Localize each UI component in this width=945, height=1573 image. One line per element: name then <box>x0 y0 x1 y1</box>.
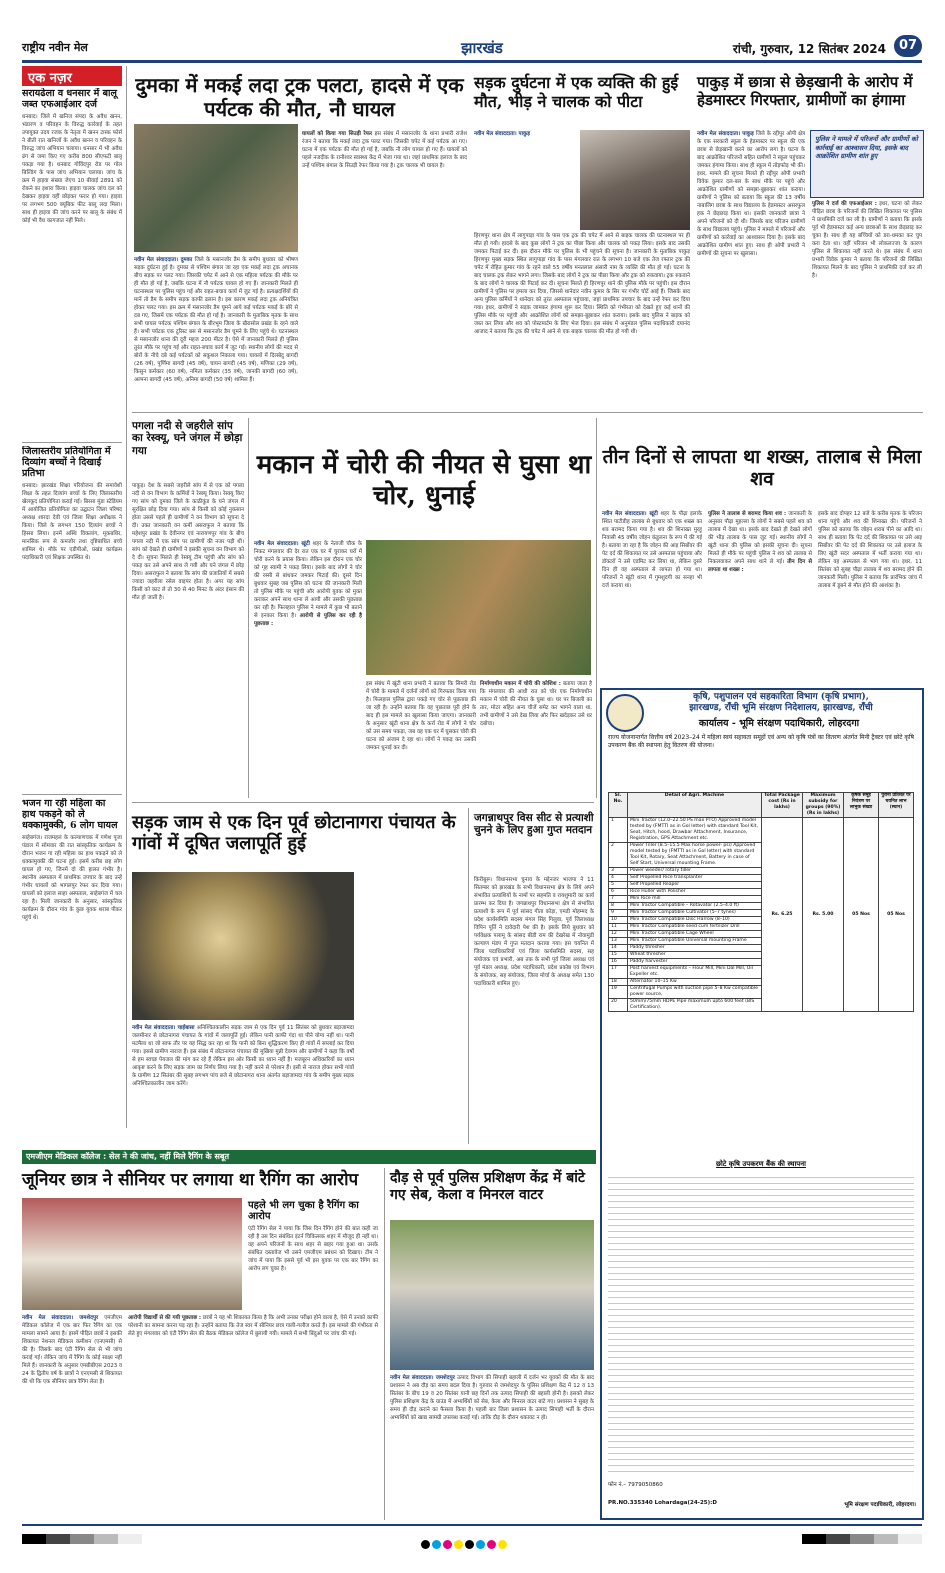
ragging-sidebar-text: एंटी रैगिंग सेल ने पाया कि जिस दिन रैगिंग होने की बात कही जा रही है उस दिन संबंधित इंटर्न चिकित्सक शहर में मौजूद ही नहीं था। वह अपने परिजनों के साथ शहर से बाहर गया हुआ था। उसके संबंधित दस्तावेज भी उसने एमजीएम प्रबंधन को दिखाए। टीम ने जांच में पाया कि इससे पूर्व भी इस युवक पर एक बार रैगिंग का आरोप लग चुका है। <box>248 1226 378 1272</box>
registration-swatch <box>432 1540 441 1549</box>
byline: नवीन मेल संवाददाता। पाकुड़ <box>474 131 531 137</box>
machine-name: Mini Tractor Compatible Disc Harrow (8–10) <box>628 917 762 924</box>
machine-name: Alternator 10–15 Kw <box>628 979 762 986</box>
machine-name: Mini Tractor (12.0–22.50 PS max PTO) Approved model tested by (FMTTI as in Gol letter) with standard Tool Kit, Seat, Hitch, hood, Drawbar Attachment, Insurance, Registration, GPS Attachment etc. <box>628 818 762 843</box>
story-text: जिले के मसानजोर डैम के समीप बुधवार को भीषण सड़क दुर्घटना हुई है। दुमका से पश्चिम बंगाल जा रहा एक मकई लदा ट्रक अचानक बीच सड़क पर पलट गया। जिसकी चपेट में आने से एक महिला पर्यटक की मौके पर ही मौत हो गई है, जबकि घटना में नौ पर्यटक घायल हो गए हैं। जानकारी मिलते ही घटनास्थल पर पुलिस पहुंच गई और राहत-बचाव कार्य में जुट गई है। प्रत्यक्षदर्शियों की मानें तो डैम के समीप सड़क काफी ढलान है। इस कारण मकई लदा ट्रक अनियंत्रित होकर पलट गया। इस क्रम में मसानजोर डैम घूमने आये कई पर्यटक मकई के बोरे से दब गए, जिसमें एक पर्यटक की मौत हो गई है। जानकारी के मुताबिक मृतक के साथ सभी घायल पर्यटक पश्चिम बंगाल के बीरभूम जिला के खैरासोल प्रखंड के रहने वाले हैं। सभी पर्यटक एक टूरिस्ट बस से मसानजोर डैम घूमने के लिए पहुंचे थे। घटनास्थल से मसानजोर थाना की दूरी महज 200 मीटर है। ऐसे में जानकारी मिलते ही पुलिस तुरंत मौके पर पहुंच गई और राहत-बचाव कार्य में जुट गई। स्थानीय लोगों की मदद से बोरों के नीचे दबे कई पर्यटकों को सकुशल निकाला गया। घायलों में दिलबेदु बागदी (26 वर्ष), पूर्णिमा बागदी (45 वर्ष), चायन बागदी (45 वर्ष), मणिका (29 वर्ष), किसुन कर्मकार (60 वर्ष), नमिता कर्मकार (35 वर्ष), जानकी बागदी (60 वर्ष), अल्पना बागदी (45 वर्ष), अनिमा बागदी (50 वर्ष) शामिल हैं। <box>134 257 298 383</box>
story-ragging-body <box>22 1314 122 1520</box>
machine-name: Mini Tractor Compatible Universal mounting Frame <box>628 938 762 945</box>
registration-swatch <box>454 1540 463 1549</box>
registration-swatch <box>443 1540 452 1549</box>
registration-swatch <box>487 1540 496 1549</box>
registration-swatch <box>476 1540 485 1549</box>
story-poll-body: किरीबुरू। विधानसभा चुनाव के मद्देनजर भाजपा ने 11 सितम्बर को झारखंड के सभी विधानसभा क्षेत्र के लिये अपने संभावित प्रत्याशियों के नामों पर सहमति व रायशुमारी का कार्य प्रारम्भ कर दिया है। जगन्नाथपुर विधानसभा क्षेत्र से संभावित प्रत्याशी के रूप में पूर्व सांसद गीता कोड़ा, एमडी मोहम्मद के प्रदेश कार्यसमिति सदस्य मंगल सिंह गिलुवा, पूर्व जिलाध्यक्ष विपिन पूर्ति ने दावेदारी पेश की है। इसके लिये बुधवार को पर्यवेक्षक पलामू के सांसद बीडी राम की देखरेख में नोवामुंडी कल्याण मंडप में गुप्त मतदान कराया गया। इस चयनित में जिला पदाधिकारियों एवं जिला कार्यसमिति सदस्य, सह संयोजक एवं प्रभारी, अब तक के सभी पूर्व जिला अध्यक्ष एवं पूर्व मंडल अध्यक्ष, प्रदेश पदाधिकारी, प्रदेश प्रकोष्ठ एवं विभाग के संयोजक, सह संयोजक, जिला मोर्चा के अध्यक्ष समेत 130 पदाधिकारी शामिल हुए। <box>474 877 594 987</box>
story-dumka-body-2 <box>302 130 467 406</box>
story-text: शहर के नेताजी चौक के निकट मंगलवार की देर रात एक घर में चुराकर घरों में चोरी करने के प्रयास किया। लेकिन इस दौरान एक चोर को गृह स्वामी ने पकड़ लिया। इसके बाद लोगों ने चोर की रस्सी से बांधकर जमकर पिटाई की। दूसरे दिन बुधवार सुबह जब पुलिस को घटना की जानकारी मिली तो पुलिस मौके पर पहुंची और आरोपी युवक को मुक्त कराकर अपने साथ थाना ले आयी और उसकी पूछताछ कर रही है। फिलहाल पुलिस ने मामले में कुछ भी बताने से इनकार किया है। <box>254 541 362 619</box>
byline: नवीन मेल संवाददाता। चाईबासा <box>132 1025 195 1031</box>
machine-name: Mini Rice mill <box>628 896 762 903</box>
divider <box>132 802 594 803</box>
footer-rule <box>22 1524 922 1526</box>
story-snake-body: पाकुड़। देश के सबसे जहरीले सांप में से एक को पगला नदी से वन विभाग के कर्मियों ने रेस्क्यू किया। रेस्क्यू किए गए सांप को दुमका जिले के काठीकुंड के घने जंगल में सुरक्षित छोड़ दिया गया। सांप से किसी को कोई नुकसान होता उससे पहले ही ग्रामीणों ने वन विभाग को सूचना दे दी। उक्त जानकारी वन कर्मी असराफुल ने बताया कि महेशपुर प्रखंड के देवीनगर एवं नारायणपुर गांव के बीच पगला नदी में एक सांप पर ग्रामीणों की नजर पड़ी थी। सांप को देखते ही ग्रामीणों ने इसकी सूचना वन विभाग को दे दी। सूचना मिलते ही रेस्क्यू टीम पहुंची और सांप को पकड़ कर उसे अपने साथ ले गयी और घने जंगल में छोड़ दिया। असराफुल ने बताया कि सांप की प्रजातियों में सबसे ज्यादा जहरीला रसेल वाइपर होता है। अगर यह सांप किसी को काट ले तो 30 से 40 मिनट के अंदर इंसान की मौत हो जाती है। <box>132 483 244 601</box>
ek-nazar-item-1 <box>22 88 122 438</box>
machine-name: Paddy thresher <box>628 945 762 952</box>
column-rule <box>596 418 597 798</box>
machines-table-body <box>609 818 914 1012</box>
ek-nazar-item-title: जिलास्तरीय प्रतियोगिता में दिव्यांग बच्चों ने दिखाई प्रतिभा <box>22 446 111 479</box>
story-text: जानकारी के अनुसार पौढ़ा मुहल्ला के लोगों ने सबसे पहले शव को तालाब में देखा था। इसके बाद देखते ही देखते लोगों की भीड़ तालाब के पास जुट गई। स्थानीय लोगों ने खूंटी थाना की पुलिस को इसकी सूचना दी। सूचना मिलते ही मौके पर पहुंची पुलिस ने शव को तालाब से निकलवाकर अपने साथ थाने ले गई। <box>708 511 812 565</box>
divider <box>132 412 923 413</box>
column-rule <box>126 66 127 1128</box>
registration-swatch <box>421 1540 430 1549</box>
table-row <box>609 818 914 843</box>
ragging-sidebar <box>248 1200 378 1320</box>
story-text: अनिश्चितकालीन सड़क जाम से एक दिन पूर्व 11 सितंबर को बुधवार बड़ाजामदा जलमीनार से छोटानागरा पंचायत के गांवों में जलापूर्ति हुई। लेकिन पानी काफी गंदा था पीने योग्य नहीं था। पानी मटमैला था जो साफ तौर पर यह सिद्ध कर रहा था कि पानी को बिना शुद्धिकरण किए ही गांवों में सप्लाई कर दिया गया। इससे ग्रामीण नाराज हैं। इस संबंध में छोटानागरा पंचायत की मुखिया मुन्नी देवगम और ग्रामीणों ने कहा कि वर्षों से हम स्वच्छ पेयजल की मांग कर रहे हैं लेकिन इस ओर किसी का ध्यान नहीं है। मजबूरन अधिकारियों का ध्यान आकृष्ट करने के लिए सड़क जाम का निर्णय लिया गया है। नहीं करने से परेशान हैं। इसी से नाराज होकर सभी गांवों के ग्रामीण 12 सितंबर की सुबह लगभग पांच बजे से छोटानागरा थाना अंतर्गत बड़ाजामदा गांव के समीप मुख्य सड़क अनिश्चितकालीन जाम करेंगे। <box>132 1025 354 1087</box>
row-number: 8 <box>609 903 628 910</box>
machine-name: Rice Huller with Polisher <box>628 889 762 896</box>
story-ragging-body-2 <box>128 1314 378 1520</box>
story-road-body-2 <box>358 872 462 1144</box>
subhead: पुलिस ने दर्ज की एफआईआर : <box>812 201 877 207</box>
notice-fine-print <box>608 1172 914 1472</box>
notice-subject: राज्य योजनान्तर्गत वित्तीय वर्ष 2023–24 में महिला स्वयं सहायता समूहों एवं अन्य को कृषि यंत्रों का वितरण अंतर्गत मिनी ट्रैक्टर एवं छोटे कृषि उपकरण बैंक की स्थापना हेतु वितरण की योजना। <box>608 734 914 749</box>
subhead: आरोपी से पुलिस कर रही है पूछताछ : <box>254 613 362 627</box>
column-rule <box>468 808 469 1144</box>
story-headmaster-body <box>697 130 805 406</box>
column-rule <box>384 1168 385 1520</box>
table-header: पुराना प्रतिशत पर चयनित लाभ (स्थान) <box>879 793 914 818</box>
machine-name: Mini Tractor Compatible Cultivator (5–7 tynes) <box>628 910 762 917</box>
table-header: Sl. No. <box>609 793 628 818</box>
story-dumka-headline: दुमका में मकई लदा ट्रक पलटा, हादसे में एक पर्यटक की मौत, नौ घायल <box>135 73 464 121</box>
subhead: तीन दिन से लापता था शख्स : <box>708 559 812 573</box>
office-title: कार्यालय - भूमि संरक्षण पदाधिकारी, लोहरदगा <box>698 718 860 729</box>
machine-name: Paddy harvester <box>628 959 762 966</box>
row-number: 13 <box>609 938 628 945</box>
row-number: 6 <box>609 889 628 896</box>
row-number: 18 <box>609 979 628 986</box>
divider <box>22 442 122 443</box>
story-lake-body-2 <box>708 510 812 680</box>
ek-nazar-item-3 <box>22 798 122 1128</box>
row-number: 11 <box>609 924 628 931</box>
row-number: 14 <box>609 945 628 952</box>
page-number-badge: 07 <box>894 35 922 57</box>
dept-line-2: झारखण्ड, राँची भूमि संरक्षण निदेशालय, झारखण्ड, राँची <box>689 703 873 713</box>
eligibility-title: छोटे कृषि उपकरण बैंक की स्थापना <box>716 1160 806 1168</box>
police-training-ground-photo <box>390 1220 594 1370</box>
story-ragging-headline: जूनियर छात्र ने सीनियर पर लगाया था रैगिंग का आरोप <box>22 1170 359 1190</box>
color-registration-marks <box>420 1534 540 1544</box>
story-dumka-body <box>134 256 298 406</box>
machine-name: Centrifugal Pumps with suction pipe 5–8 Kw compatible power source, <box>628 986 762 999</box>
story-thief-body-3 <box>480 680 592 796</box>
machine-name: Self Propelled Rice transplanter <box>628 875 762 882</box>
ek-nazar-label: एक नज़र <box>28 71 72 86</box>
story-text: बताया जाता है कि मंगलवार की आधी रात को चोर एक निर्माणाधीन मकान में चोरी की नीयत के घुसा था। घर पर बिजली का तार, मोटर सहित अन्य चीजें समेट कर भागने वाला था, तभी ग्रामीणों ने उसे देख लिया और फिर खदेड़कर उसे धर दबोचा। <box>480 681 592 727</box>
machine-name: Power Tiller (8.5–15.5 Max horse power- psi) Approved model tested by (FMTTI as in Gol letter) with standard Tool Kit, Rotary, Seat Attachment, Battery in case of Self Start, Universal mounting Frame. <box>628 843 762 868</box>
truck-accident-photo <box>134 124 298 252</box>
ek-nazar-item-title: सरायढेला व धनसार में बालू जब्त एफआईआर दर्ज <box>22 88 117 110</box>
story-headmaster-body-2 <box>812 200 922 406</box>
byline: नवीन मेल संवाददाता। जमशेदपुर <box>390 1375 455 1381</box>
story-pakur-headline: सड़क दुर्घटना में एक व्यक्ति की हुई मौत, भीड़ ने चालक को पीटा <box>474 73 679 111</box>
subhead: घायलों को किया गया सिउड़ी रेफर <box>302 131 373 137</box>
page-header <box>22 34 922 63</box>
grayscale-bar <box>22 1534 142 1544</box>
machine-name: Mini Tractor Compatible seed cum fertilizer Drill <box>628 924 762 931</box>
total-cost-cell: Rs. 6.25 <box>762 818 803 1012</box>
dirty-water-photo <box>132 872 354 1020</box>
story-text: छात्रों ने यह भी शिकायत किया है कि अभी उनका परीक्षा होने वाला है, ऐसे में उनको काफी परेशानी का सामना करना पड़ रहा है। उन्होंने बताया कि तेज स्वर में सीनियर छात्र गाली-गलौज करते हैं। इस मामले की गंभीरता से लेते हुए मंगलवार को एंटी रैगिंग सेल की बैठक मेडिकल कॉलेज में बुलायी गयी। मामले में सभी बिंदुओं पर जांच की गई। <box>128 1315 378 1337</box>
story-lake-body <box>602 510 702 680</box>
table-header: कृषक समूह नियंत्रण पर लाभुक संख्या <box>844 793 879 818</box>
table-header: Maximum subsidy for groups (90%) (Rs in lakhs) <box>803 793 844 818</box>
dateline: रांची, गुरुवार, 12 सितंबर 2024 <box>732 42 886 56</box>
pr-number: PR.NO.335340 Lohardaga(24-25):D <box>608 1500 717 1506</box>
subhead: आरोपी विद्यार्थी से की गयी पूछताछ : <box>128 1315 202 1321</box>
machine-name: Wheat thresher <box>628 952 762 959</box>
story-text: शहर के पौढ़ा इलाके स्थित पाटीडीह तालाब से बुधवार को एक शख्स का शव बरामद किया गया है। शव की शिनाख्त मुरहू निवासी 45 वर्षीय जोहन कंडुलना के रूप में की गई है। बताया जा रहा है कि जोहन की आइ सिर्बोवर की पेट दर्द की शिकायत पर उसे अस्पताल पहुंचाया और डॉक्टरों ने उसे एडमिट कर लिया था, लेकिन दुसरे दिन ही वह अस्पताल से लापता हो गया था। परिजनों ने खूंटी थाना में गुमशुदगी का सनहा भी दर्ज कराया था। <box>602 511 702 589</box>
byline: नवीन मेल संवाददाता। खूंटी <box>254 541 310 547</box>
mgm-college-photo <box>22 1198 242 1310</box>
story-pakur-lead <box>474 130 576 230</box>
row-number: 19 <box>609 986 628 999</box>
subhead: पुलिस ने तालाब से बरामद किया शव : <box>708 511 787 517</box>
column-rule <box>248 418 249 798</box>
byline: नवीन मेल संवाददाता। दुमका <box>134 257 193 263</box>
story-lake-headline: तीन दिनों से लापता था शख्स, तालाब से मिला शव <box>602 446 922 491</box>
story-road-headline: सड़क जाम से एक दिन पूर्व छोटानागरा पंचायत के गांवों में दूषित जलापूर्ति हुई <box>132 812 456 855</box>
contact-line: फोन नं.– 7979050860 <box>608 1482 663 1488</box>
row-number: 4 <box>609 875 628 882</box>
pull-quote: पुलिस ने मामले में परिजनों और ग्रामीणों को कार्रवाई का आश्वासन दिया, इसके बाद आक्रोशित ग्रामीण शांत हुए <box>810 130 924 198</box>
machine-name: Mini Tractor Compatible Cage Wheel <box>628 931 762 938</box>
max-subsidy-cell: Rs. 5.00 <box>803 818 844 1012</box>
row-number: 17 <box>609 966 628 979</box>
row-number: 3 <box>609 868 628 875</box>
registration-swatch <box>498 1540 507 1549</box>
selected-cell: 05 Nos <box>879 818 914 1012</box>
machine-name: Self Propelled Reaper <box>628 882 762 889</box>
ek-nazar-item-text: धनबाद। जिले में खनिज संपदा के अवैध खनन, भंडारण व परिवहन के विरुद्ध कार्रवाई के तहत उपायुक्त उदय रजक के नेतृत्व में खनन टास्क फोर्स ने बीती रात खनिजों के अवैध खनन व परिवहन के विरुद्ध जांच अभियान चलाया। धनसार में भी अवैध ढंग से जमा किए गए करीब 800 सीएफटी बालू पकड़ा गया है। धनबाद गोविंदपुर रोड पर गोल बिल्डिंग के पास जांच अभियान चलाया। जांच के क्रम में हाइवा संख्या जेएच 10 बीवाई 2891 को रोकने का इशारा किया। हाइवा चालक जांच दल को देखकर हाइवा वहीं छोड़कर फरार हो गया। हाइवा पर लगभग 500 क्यूबिक फीट बालू लदा मिला। साथ ही हाइवा की जांच करने पर बालू के संबंध में कोई भी वैध कागजात नहीं मिले। <box>22 114 122 224</box>
story-text: उत्पाद विभाग की सिपाही बहाली में दर्जन भर युवकों की मौत के बाद प्रशासन ने अब दौड़ का समय बदल दिया है। गुरुवार से जमशेदपुर के पुलिस प्रशिक्षण केंद्र में 12 व 13 सितंबर के बीच 19 व 20 सितंबर यानी छह दिनों तक उत्पाद सिपाही की बहाली होनी है। इसको लेकर पुलिस प्रशिक्षण केंद्र के ग्राउंड में अभ्यर्थियों को सेब, केला और मिनरल वाटर बांटे गए। प्रशासन ने सुबह के समय ही दौड़ कराने का फैसला किया है। पहली बार जिला प्रशासन के उत्पाद सिपाही भर्ती के दौरान अभ्यर्थियों को खाद्य सामग्री उपलब्ध कराई गई। ताकि दौड़ के दौरान थकावट न हो। <box>390 1375 594 1421</box>
row-number: 5 <box>609 882 628 889</box>
medical-college-strip: एमजीएम मेडिकल कॉलेज : सेल ने की जांच, नहीं मिले रैगिंग के सबूत <box>22 1150 596 1164</box>
machine-name: Post harvest equipments – Flour Mill, Mini Dal Mill, Oil Expeller etc. <box>628 966 762 979</box>
row-number: 20 <box>609 999 628 1012</box>
story-poll-headline: जगन्नाथपुर विस सीट से प्रत्याशी चुनने के लिए हुआ गुप्त मतदान <box>474 812 594 837</box>
machine-name: Mini Tractor Compatible – Rotavator (2.5–4.0 ft) <box>628 903 762 910</box>
groups-cell: 05 Nos <box>844 818 879 1012</box>
story-text: जिले के रद्दीपुर ओपी क्षेत्र के एक सरकारी स्कूल के हेडमास्टर पर स्कूल की एक छात्रा से छेड़खानी करने का आरोप लगा है। घटना के बाद आक्रोशित परिजनों सहित ग्रामीणों ने स्कूल पहुंचकर जमकर हंगामा किया। साथ ही स्कूल में तोड़फोड़ भी की। इधर, मामले की सूचना मिलते ही रद्दीपुर ओपी प्रभारी विवेक कुमार दल-बल के साथ मौके पर पहुंचे और आक्रोशित ग्रामीणों को समझा-बुझाकर शांत कराया। ग्रामीणों ने पुलिस को बताया कि स्कूल की 13 वर्षीय नाबालिग छात्रा के साथ विद्यालय के हेडमास्टर असरफुल हक ने छेड़छाड़ किया था। इसकी जानकारी छात्रा ने अपने परिजनों को दी थी। जिसके बाद परिजन ग्रामीणों के साथ विद्यालय पहुंचे। पुलिस ने मामले में परिजनों और ग्रामीणों को कार्रवाई का आश्वासन दिया है। इसके बाद आक्रोशित ग्रामीण शांत हुए। साथ ही ओपी प्रभारी ने ग्रामीणों की सूचना पर खुलासा। <box>697 131 805 257</box>
section-title: झारखंड <box>461 39 503 57</box>
story-lake-body-3: इसके बाद दोपहर 12 बजे के करीब मृतक के परिजन थाना पहुंचे और शव की शिनाख्त की। परिजनों ने पुलिस को बताया कि जोहन शराब पीने का आदि था। साथ ही बताया कि पेट दर्द की शिकायत पर उसे आइ सिर्बोवर की पेट दर्द की शिकायत पर उसे इलाज के लिए खूंटी सदर अस्पताल में भर्ती कराया गया था। लेकिन वह अस्पताल से भाग गया था। इधर, 11 सितंबर को सुबह पौढ़ा तालाब में शव बरामद होने की जानकारी मिली। पुलिस ने बताया कि प्रारंभिक जांच में तालाब में डूबने से मौत होने की आशंका है। <box>818 511 922 589</box>
row-number: 16 <box>609 959 628 966</box>
byline: नवीन मेल संवाददाता। जमशेदपुर <box>22 1315 99 1321</box>
ragging-sidebar-title: पहले भी लग चुका है रैगिंग का आरोप <box>248 1200 359 1222</box>
story-text: एमजीएम मेडिकल कॉलेज में एक बार फिर रैगिंग का एक मामला सामने आया है। इसमें पीड़ित छात्रों ने इसकी शिकायत नेशनल मेडिकल कमीशन (एनएमसी) से की है। जिसके बाद एंटी रैगिंग सेल से भी जांच कराई गई। लेकिन जांच में रैगिंग के कोई साक्ष्य नहीं मिले हैं। जानकारी के अनुसार एमबीबीएस 2023 व 24 के द्वितीय वर्ष के छात्रों ने एनएमसी से शिकायत की थी कि एक सीनियर छात्र रैगिंग लेता है। <box>22 1315 122 1385</box>
divider <box>22 794 122 795</box>
machines-table <box>608 792 914 1012</box>
byline: नवीन मेल संवाददाता। खूंटी <box>602 511 658 517</box>
story-text: इस संबंध में मसानजोर के थाना प्रभारी राजेश रंजन ने बताया कि मकई लदा ट्रक पलट गया। जिसकी चपेट में कई पर्यटक आ गए। घटना में एक पर्यटक की मौत हो गई है, जबकि नौ लोग घायल हो गए हैं। घायलों को पहले नजदीक के रानीश्वर स्वास्थ्य केंद्र में भेजा गया था। जहां प्राथमिक इलाज के बाद उन्हें पश्चिम बंगाल के सिउड़ी रेफर किया गया है। ट्रक चालक भी घायल है। <box>302 131 467 169</box>
registration-swatch <box>465 1540 474 1549</box>
story-police-headline: दौड़ से पूर्व पुलिस प्रशिक्षण केंद्र में बांटे गए सेब, केला व मिनरल वाटर <box>390 1170 585 1203</box>
crowd-with-thief-photo <box>366 540 591 675</box>
byline: नवीन मेल संवाददाता। पाकुड़ <box>697 131 754 137</box>
row-number: 12 <box>609 931 628 938</box>
story-road-body <box>132 1024 354 1144</box>
row-number: 7 <box>609 896 628 903</box>
row-number: 10 <box>609 917 628 924</box>
story-snake-headline: पगला नदी से जहरीले सांप का रेस्क्यू, घने जंगल में छोड़ा गया <box>132 420 243 457</box>
jharkhand-emblem-icon <box>606 694 644 732</box>
table-header: Total Package cost (Rs in lakhs) <box>762 793 803 818</box>
ek-nazar-item-2 <box>22 446 122 791</box>
ek-nazar-item-text: साहेबगंज। राजमहल के कल्याणचक में गणेश पूजा पंडाल में सोमवार की रात सांस्कृतिक कार्यक्रम के दौरान भजन गा रही महिला का हाथ पकड़ने को ले धक्कामुक्की की घटना हुई। इसमें करीब छह लोग घायल हो गए, जिनमें दो की हालत गंभीर है। स्थानीय अस्पताल में प्राथमिक उपचार के बाद उन्हें गंभीर घायलों को भागलपुर रेफर कर दिया गया। घायलों को इलाज साहा अस्पताल, साहेबगंज में चल रहा है। मिली जानकारी के अनुसार, सांस्कृतिक कार्यक्रम के दौरान गांव के कुछ युवक शराब पीकर पहुंचे थे। <box>22 835 122 921</box>
row-number: 9 <box>609 910 628 917</box>
story-pakur-body: हिरणपुर थाना क्षेत्र में लागुपाड़ा गांव के पास एक ट्रक की चपेट में आने से बाइक चालक की घटनास्थल पर ही मौत हो गयी। हादसे के बाद कुछ लोगों ने ट्रक का पीछा किया और चालक को पकड़ लिया। इसके बाद उसकी जमकर पिटाई कर दी। इस दौरान मौके पर पुलिस के भी पहुंचने की सूचना है। जानकारी के मुताबिक पाकुड़ हिरणपुर मुख्य सड़क स्थित लागुपाड़ा गांव के पास मंगलवार रात के लगभग 10 बजे एक तेज रफ्तार ट्रक की चपेट में रोहित कुमार गांव के रहने वाले 55 वर्षीय मनतलाल अंसारी नाम के व्यक्ति की मौत हो गई। घटना के बाद चालक ट्रक लेकर भागने लगा। जिसके बाद लोगों ने ट्रक का पीछा किया और ट्रक को रुकवाया। ट्रक रुकवाने के बाद लोगों ने चालक की पिटाई कर दी। सूचना मिलते ही हिरणपुर थाने की पुलिस मौके पर पहुंची। इस दौरान ग्रामीणों ने पुलिस पर हमला कर दिया, जिससे थानेदार नवीन कुमार के सिर पर गंभीर चोटें आई हैं। जिसके बाद अन्य पुलिस कर्मियों ने थानेदार को तुरंत अस्पताल पहुंचाया, जहां प्राथमिक उपचार के बाद उन्हें रेफर कर दिया गया। इधर, ग्रामीणों ने सड़क जामकर हंगामा शुरू कर दिया। स्थिति को गंभीरता को देखते हुए कई थानों की पुलिस मौके पर पहुंची और आक्रोशित लोगों को समझा-बुझाकर शांत कराया। इसके बाद पुलिस ने बाइक को जब्त कर लिया और शव को पोस्टमार्टम के लिए भेज दिया। इस संबंध में अनुमंडल पुलिस पदाधिकारी दयानंद आजाद ने बताया कि ट्रक की चपेट में आने से एक बाइक चालक की मौत हो गयी थी। <box>474 233 690 335</box>
ek-nazar-label-box <box>22 66 122 86</box>
story-thief-headline: मकान में चोरी की नीयत से घुसा था चोर, धुनाई <box>256 450 592 511</box>
government-notice <box>600 688 924 1520</box>
dept-line-1: कृषि, पशुपालन एवं सहकारिता विभाग (कृषि प्रभाग), <box>693 692 869 702</box>
story-headmaster-headline: पाकुड़ में छात्रा से छेड़खानी के आरोप में हेडमास्टर गिरफ्तार, ग्रामीणों का हंगामा <box>697 73 913 109</box>
table-header: Detail of Agri. Machine <box>628 793 762 818</box>
grayscale-bar <box>802 1534 922 1544</box>
machines-table-wrap <box>608 792 914 1012</box>
injured-man-photo <box>580 130 690 230</box>
story-thief-body-2: इस संबंध में खूंटी थाना प्रभारी ने बताया कि सिमरी रोड में चोरी के मामले में दर्जनों लोगों को गिरफ्तार किया गया है। फिलहाल पुलिस द्वारा पकड़े गए चोर से पूछताछ की जा रही है। उन्होंने बताया कि वह पूछताछ पूरी होने के बाद ही इस मामले का खुलासा किया जाएगा। जानकारी के अनुसार खूंटी थाना क्षेत्र के कर्रा रोड में लोगों ने चोर को उस समय पकड़ा, जब वह एक घर में घुसकर चोरी की घटना को अंजाम दे रहा था। लोगों ने पकड़ कर उसकी जमकर धुनाई कर दी। <box>366 681 476 751</box>
story-thief-body <box>254 540 362 796</box>
signatory: भूमि संरक्षण पदाधिकारी, लोहरदगा। <box>844 1502 916 1508</box>
row-number: 1 <box>609 818 628 843</box>
story-police-body <box>390 1374 594 1520</box>
story-text: इधर, घटना को लेकर पीड़ित छात्रा के परिजनों की लिखित शिकायत पर पुलिस ने प्राथमिकी दर्ज कर ली है। ग्रामीणों ने बताया कि इसके पूर्व भी हेडमास्टर कई अन्य छात्राओं के साथ छेड़छाड़ कर चुका है। साथ ही यह बच्चियों को डरा-धमका कर चुप करा देता था। वहीं परिजन भी लोकलज्जा के कारण पुलिस से शिकायत नहीं करते थे। इस संबंध में थाना प्रभारी विवेक कुमार ने बताया कि परिजनों की लिखित शिकायत मिलने के बाद पुलिस ने प्राथमिकी दर्ज कर ली है। <box>812 201 922 279</box>
ek-nazar-item-text: धनबाद। झारखंड शिक्षा परियोजना की समावेशी शिक्षा के तहत दिव्यांग बच्चों के लिए जिलास्तरीय खेलकूद प्रतियोगिता कराई गई। बिरसा मुंडा स्टेडियम में आयोजित प्रतियोगिता का उद्घाटन जिला परिषद अध्यक्ष शारदा देवी एवं जिला शिक्षा अधीक्षक ने किया। जिले के लगभग 150 दिव्यांग बच्चों ने हिस्सा लिया। इनमें अस्थि विकलांग, मूकबधिर, मानसिक रूप से कमजोर तथा दृष्टिबाधित बच्चे शामिल थे। मौके पर एडीपीओ, प्रखंड कार्यक्रम पदाधिकारी एवं शिक्षक उपस्थित थे। <box>22 483 122 561</box>
subhead: निर्माणाधीन मकान में चोरी की कोशिश : <box>480 681 561 687</box>
ek-nazar-item-title: भजन गा रही महिला का हाथ पकड़ने को ले धक्कामुक्की, 6 लोग घायल <box>22 798 118 831</box>
newspaper-brand: राष्ट्रीय नवीन मेल <box>22 41 88 54</box>
row-number: 15 <box>609 952 628 959</box>
machine-name: Power weeder/ rotary tiller <box>628 868 762 875</box>
row-number: 2 <box>609 843 628 868</box>
machine-name: 50mm/75mm HDPE Pipe maximum upto 600 feet (BIS Certification). <box>628 999 762 1012</box>
